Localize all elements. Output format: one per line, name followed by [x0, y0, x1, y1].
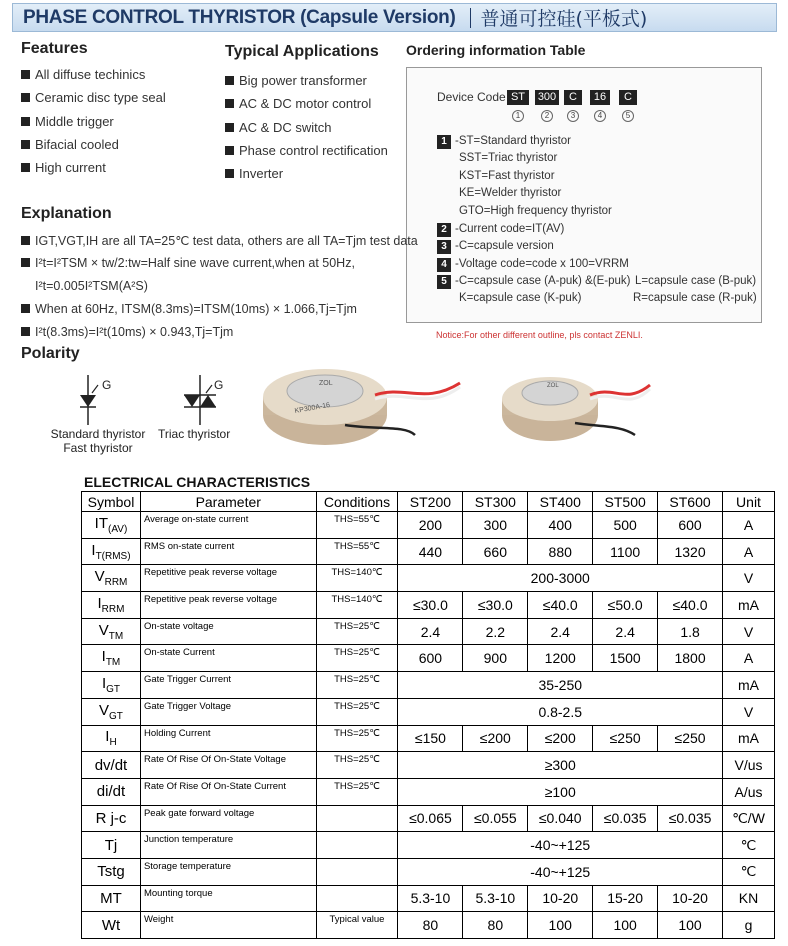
table-body — [82, 512, 775, 939]
value-cell: ≥100 — [398, 778, 723, 805]
order-line: GTO=High frequency thyristor — [459, 205, 612, 217]
order-line: SST=Triac thyristor — [459, 152, 558, 164]
value-cell: 2.4 — [398, 618, 463, 645]
value-cell: 1.8 — [658, 618, 723, 645]
symbol-subscript: RRM — [104, 577, 128, 589]
bullet-square — [21, 236, 30, 245]
parameter-cell: RMS on-state current — [140, 538, 316, 565]
unit-cell: ℃ — [723, 832, 775, 859]
table-row — [82, 698, 775, 725]
circle-num: 1 — [512, 110, 524, 122]
parameter-cell: Mounting torque — [140, 885, 316, 912]
bullet-item — [21, 160, 106, 175]
condition-cell: THS=25℃ — [316, 645, 398, 672]
explanation-line: When at 60Hz, ITSM(8.3ms)=ITSM(10ms) × 1.066,Tj=Tjm — [21, 302, 357, 316]
symbol-text: I — [101, 674, 107, 692]
unit-cell: A/us — [723, 778, 775, 805]
symbol-cell — [82, 672, 141, 699]
circle-num: 4 — [594, 110, 606, 122]
condition-cell: THS=25℃ — [316, 698, 398, 725]
bullet-text: Inverter — [239, 166, 284, 182]
ordering-table — [406, 67, 762, 323]
unit-cell: ℃ — [723, 858, 775, 885]
value-cell: 600 — [658, 512, 723, 539]
parameter-cell: Junction temperature — [140, 832, 316, 859]
value-cell: 80 — [463, 912, 528, 939]
bullet-square — [225, 99, 234, 108]
symbol-text: dv/dt — [94, 756, 128, 774]
value-cell: 100 — [528, 912, 593, 939]
parameter-cell: Repetitive peak reverse voltage — [140, 565, 316, 592]
bullet-square — [21, 327, 30, 336]
condition-cell: THS=55℃ — [316, 538, 398, 565]
table-row — [82, 805, 775, 832]
value-cell: 1320 — [658, 538, 723, 565]
condition-cell — [316, 858, 398, 885]
value-cell: ≤0.065 — [398, 805, 463, 832]
bullet-item — [21, 90, 166, 105]
parameter-cell: Rate Of Rise Of On-State Voltage — [140, 752, 316, 779]
unit-cell: KN — [723, 885, 775, 912]
value-cell: 200 — [398, 512, 463, 539]
page-title-cn: 普通可控硅(平板式) — [480, 8, 648, 30]
symbol-text: R j-c — [95, 809, 127, 827]
symbol-cell — [82, 565, 141, 592]
symbol-subscript: H — [109, 737, 117, 749]
symbol-subscript: TM — [105, 657, 121, 669]
column-header: ST400 — [528, 492, 593, 512]
value-cell: 660 — [463, 538, 528, 565]
condition-cell: THS=140℃ — [316, 592, 398, 619]
value-cell: 1500 — [593, 645, 658, 672]
table-header-row — [82, 492, 775, 512]
condition-cell — [316, 805, 398, 832]
explanation-heading: Explanation — [21, 205, 112, 222]
value-cell: 10-20 — [658, 885, 723, 912]
symbol-text: I — [101, 648, 106, 666]
value-cell: ≤40.0 — [528, 592, 593, 619]
value-cell: 2.2 — [463, 618, 528, 645]
column-header: Symbol — [82, 492, 141, 512]
table-row — [82, 752, 775, 779]
order-line: -C=capsule case (A-puk) &(E-puk) — [455, 275, 631, 287]
value-cell: ≤40.0 — [658, 592, 723, 619]
value-cell: 1200 — [528, 645, 593, 672]
value-cell: 400 — [528, 512, 593, 539]
symbol-subscript: GT — [106, 683, 120, 695]
bullet-square — [21, 117, 30, 126]
parameter-cell: Average on-state current — [140, 512, 316, 539]
symbol-text: IT — [94, 514, 109, 532]
value-cell: ≤250 — [658, 725, 723, 752]
bullet-square — [21, 93, 30, 102]
circle-num: 3 — [567, 110, 579, 122]
symbol-text: Wt — [101, 916, 121, 934]
unit-cell: A — [723, 512, 775, 539]
condition-cell: THS=25℃ — [316, 618, 398, 645]
value-cell: 80 — [398, 912, 463, 939]
symbol-cell — [82, 618, 141, 645]
standard-thyristor-symbol — [68, 375, 118, 425]
condition-cell: THS=25℃ — [316, 672, 398, 699]
bullet-square — [21, 140, 30, 149]
symbol-text: Tstg — [97, 863, 125, 881]
value-cell: 600 — [398, 645, 463, 672]
bullet-text: Phase control rectification — [239, 142, 388, 158]
code-version: C — [564, 90, 582, 105]
title-divider — [470, 8, 471, 28]
circle-num: 5 — [622, 110, 634, 122]
condition-cell — [316, 885, 398, 912]
parameter-cell: Holding Current — [140, 725, 316, 752]
value-cell: 100 — [658, 912, 723, 939]
order-line: L=capsule case (B-puk) — [635, 275, 757, 287]
table-row — [82, 725, 775, 752]
value-cell: 500 — [593, 512, 658, 539]
value-cell: 5.3-10 — [398, 885, 463, 912]
triac-thyristor-symbol — [180, 375, 230, 425]
value-cell: 2.4 — [528, 618, 593, 645]
page-title: PHASE CONTROL THYRISTOR (Capsule Version) — [23, 6, 456, 28]
bullet-text: AC & DC switch — [239, 119, 332, 135]
value-cell: ≤0.035 — [658, 805, 723, 832]
bullet-square — [21, 70, 30, 79]
symbol-cell — [82, 592, 141, 619]
explanation-line: IGT,VGT,IH are all TA=25℃ test data, others are all TA=Tjm test data — [21, 233, 418, 248]
value-cell: 200-3000 — [398, 565, 723, 592]
bullet-square — [225, 169, 234, 178]
value-cell: 900 — [463, 645, 528, 672]
bullet-text: Bifacial cooled — [35, 136, 119, 152]
symbol-subscript: GT — [109, 710, 123, 722]
value-cell: 5.3-10 — [463, 885, 528, 912]
table-row — [82, 778, 775, 805]
order-num: 2 — [437, 223, 451, 237]
device-code-label: Device Code — [437, 90, 506, 104]
value-cell: 35-250 — [398, 672, 723, 699]
condition-cell: THS=25℃ — [316, 778, 398, 805]
unit-cell: A — [723, 645, 775, 672]
order-line: -Current code=IT(AV) — [455, 223, 565, 235]
unit-cell: mA — [723, 592, 775, 619]
order-line: -C=capsule version — [455, 240, 554, 252]
symbol-text: I — [97, 594, 102, 612]
bullet-text: Ceramic disc type seal — [35, 90, 166, 106]
value-cell: -40~+125 — [398, 832, 723, 859]
order-line: K=capsule case (K-puk) — [459, 292, 582, 304]
unit-cell: A — [723, 538, 775, 565]
symbol-subscript: (AV) — [108, 523, 128, 535]
notice-text: Notice:For other different outline, pls contact ZENLI. — [436, 330, 643, 340]
unit-cell: ℃/W — [723, 805, 775, 832]
table-row — [82, 592, 775, 619]
symbol-cell — [82, 725, 141, 752]
bullet-text: High current — [35, 160, 106, 176]
symbol-subscript: RRM — [101, 603, 125, 615]
symbol-cell — [82, 698, 141, 725]
unit-cell: mA — [723, 725, 775, 752]
bullet-text: Big power transformer — [239, 73, 367, 88]
parameter-cell: Repetitive peak reverse voltage — [140, 592, 316, 619]
parameter-cell: Gate Trigger Voltage — [140, 698, 316, 725]
parameter-cell: Rate Of Rise Of On-State Current — [140, 778, 316, 805]
header-banner — [12, 3, 777, 32]
column-header: ST200 — [398, 492, 463, 512]
condition-cell: THS=25℃ — [316, 752, 398, 779]
table-row — [82, 885, 775, 912]
standard-thyristor-label: Standard thyristor Fast thyristor — [50, 427, 146, 455]
order-num: 5 — [437, 275, 451, 289]
value-cell: ≤150 — [398, 725, 463, 752]
table-row — [82, 858, 775, 885]
symbol-cell — [82, 538, 141, 565]
bullet-item — [21, 137, 119, 152]
table-row — [82, 645, 775, 672]
symbol-subscript: T(RMS) — [95, 550, 131, 562]
explanation-line: I²t=0.005I²TSM(A²S) — [35, 279, 148, 293]
unit-cell: mA — [723, 672, 775, 699]
symbol-cell — [82, 645, 141, 672]
bullet-text: AC & DC motor control — [239, 96, 372, 112]
value-cell: ≤200 — [528, 725, 593, 752]
value-cell: 440 — [398, 538, 463, 565]
parameter-cell: Gate Trigger Current — [140, 672, 316, 699]
bullet-item — [21, 67, 145, 82]
value-cell: -40~+125 — [398, 858, 723, 885]
bullet-item — [225, 166, 283, 181]
photo-mark: KP300A-16 — [294, 401, 331, 415]
value-cell: 2.4 — [593, 618, 658, 645]
symbol-text: V — [99, 701, 110, 719]
bullet-square — [225, 76, 234, 85]
value-cell: ≤0.035 — [593, 805, 658, 832]
symbol-cell — [82, 858, 141, 885]
symbol-text: I — [105, 728, 110, 746]
value-cell: 1800 — [658, 645, 723, 672]
condition-cell: THS=140℃ — [316, 565, 398, 592]
value-cell: ≤200 — [463, 725, 528, 752]
value-cell: 300 — [463, 512, 528, 539]
table-row — [82, 618, 775, 645]
column-header: Unit — [723, 492, 775, 512]
table-title: ELECTRICAL CHARACTERISTICS — [84, 474, 311, 490]
parameter-cell: Storage temperature — [140, 858, 316, 885]
symbol-text: V — [98, 621, 109, 639]
symbol-text: Tj — [104, 836, 118, 854]
symbol-cell — [82, 805, 141, 832]
bullet-item — [225, 120, 331, 135]
symbol-text: I — [91, 541, 96, 559]
order-line: R=capsule case (R-puk) — [633, 292, 757, 304]
bullet-square — [21, 258, 30, 267]
value-cell: ≤250 — [593, 725, 658, 752]
explanation-line: I²t=I²TSM × tw/2:tw=Half sine wave current,when at 50Hz, — [21, 256, 355, 270]
bullet-square — [21, 163, 30, 172]
electrical-characteristics-table — [81, 491, 775, 939]
unit-cell: V/us — [723, 752, 775, 779]
column-header: ST500 — [593, 492, 658, 512]
bullet-square — [225, 146, 234, 155]
bullet-item — [225, 96, 371, 111]
circle-num: 2 — [541, 110, 553, 122]
value-cell: 880 — [528, 538, 593, 565]
parameter-cell: On-state Current — [140, 645, 316, 672]
condition-cell: THS=55℃ — [316, 512, 398, 539]
bullet-item — [225, 143, 388, 158]
symbol-text: di/dt — [96, 783, 126, 801]
column-header: ST600 — [658, 492, 723, 512]
explanation-line: I²t(8.3ms)=I²t(10ms) × 0.943,Tj=Tjm — [21, 325, 233, 339]
unit-cell: V — [723, 618, 775, 645]
symbol-text: MT — [100, 889, 122, 907]
unit-cell: V — [723, 565, 775, 592]
bullet-item — [225, 73, 367, 88]
bullet-text: Middle trigger — [35, 113, 114, 129]
unit-cell: g — [723, 912, 775, 939]
gate-label: G — [102, 378, 112, 392]
table-row — [82, 912, 775, 939]
order-line: -ST=Standard thyristor — [455, 135, 572, 147]
parameter-cell: On-state voltage — [140, 618, 316, 645]
column-header: ST300 — [463, 492, 528, 512]
value-cell: ≥300 — [398, 752, 723, 779]
polarity-heading: Polarity — [21, 345, 80, 362]
order-line: KE=Welder thyristor — [459, 187, 562, 199]
order-line: -Voltage code=code x 100=VRRM — [455, 258, 629, 270]
photo-mark: ZOL — [319, 380, 333, 387]
symbol-cell — [82, 778, 141, 805]
symbol-cell — [82, 832, 141, 859]
value-cell: ≤0.040 — [528, 805, 593, 832]
symbol-subscript: TM — [108, 630, 124, 642]
order-num: 3 — [437, 240, 451, 254]
table-row — [82, 672, 775, 699]
code-case: C — [619, 90, 637, 105]
order-line: KST=Fast thyristor — [459, 170, 555, 182]
ordering-heading: Ordering information Table — [406, 42, 586, 58]
gate-label: G — [214, 378, 224, 392]
column-header: Conditions — [316, 492, 398, 512]
product-photo — [255, 355, 655, 455]
symbol-cell — [82, 912, 141, 939]
symbol-cell — [82, 752, 141, 779]
value-cell: ≤50.0 — [593, 592, 658, 619]
unit-cell: V — [723, 698, 775, 725]
value-cell: ≤30.0 — [398, 592, 463, 619]
condition-cell: THS=25℃ — [316, 725, 398, 752]
column-header: Parameter — [140, 492, 316, 512]
value-cell: 100 — [593, 912, 658, 939]
features-heading: Features — [21, 40, 88, 57]
code-voltage: 16 — [590, 90, 610, 105]
value-cell: 0.8-2.5 — [398, 698, 723, 725]
code-series: ST — [507, 90, 529, 105]
parameter-cell: Weight — [140, 912, 316, 939]
symbol-cell — [82, 512, 141, 539]
table-row — [82, 538, 775, 565]
table-row — [82, 832, 775, 859]
photo-mark: ZOL — [547, 383, 559, 389]
table-row — [82, 512, 775, 539]
condition-cell: Typical value — [316, 912, 398, 939]
symbol-text: V — [94, 568, 105, 586]
parameter-cell: Peak gate forward voltage — [140, 805, 316, 832]
value-cell: 10-20 — [528, 885, 593, 912]
bullet-square — [225, 123, 234, 132]
bullet-item — [21, 114, 114, 129]
value-cell: ≤0.055 — [463, 805, 528, 832]
triac-thyristor-label: Triac thyristor — [158, 427, 231, 441]
value-cell: 1100 — [593, 538, 658, 565]
value-cell: ≤30.0 — [463, 592, 528, 619]
bullet-text: All diffuse techinics — [35, 67, 146, 82]
condition-cell — [316, 832, 398, 859]
order-num: 1 — [437, 135, 451, 149]
symbol-cell — [82, 885, 141, 912]
code-current: 300 — [535, 90, 559, 105]
table-row — [82, 565, 775, 592]
applications-heading: Typical Applications — [225, 43, 379, 60]
value-cell: 15-20 — [593, 885, 658, 912]
bullet-square — [21, 304, 30, 313]
order-num: 4 — [437, 258, 451, 272]
